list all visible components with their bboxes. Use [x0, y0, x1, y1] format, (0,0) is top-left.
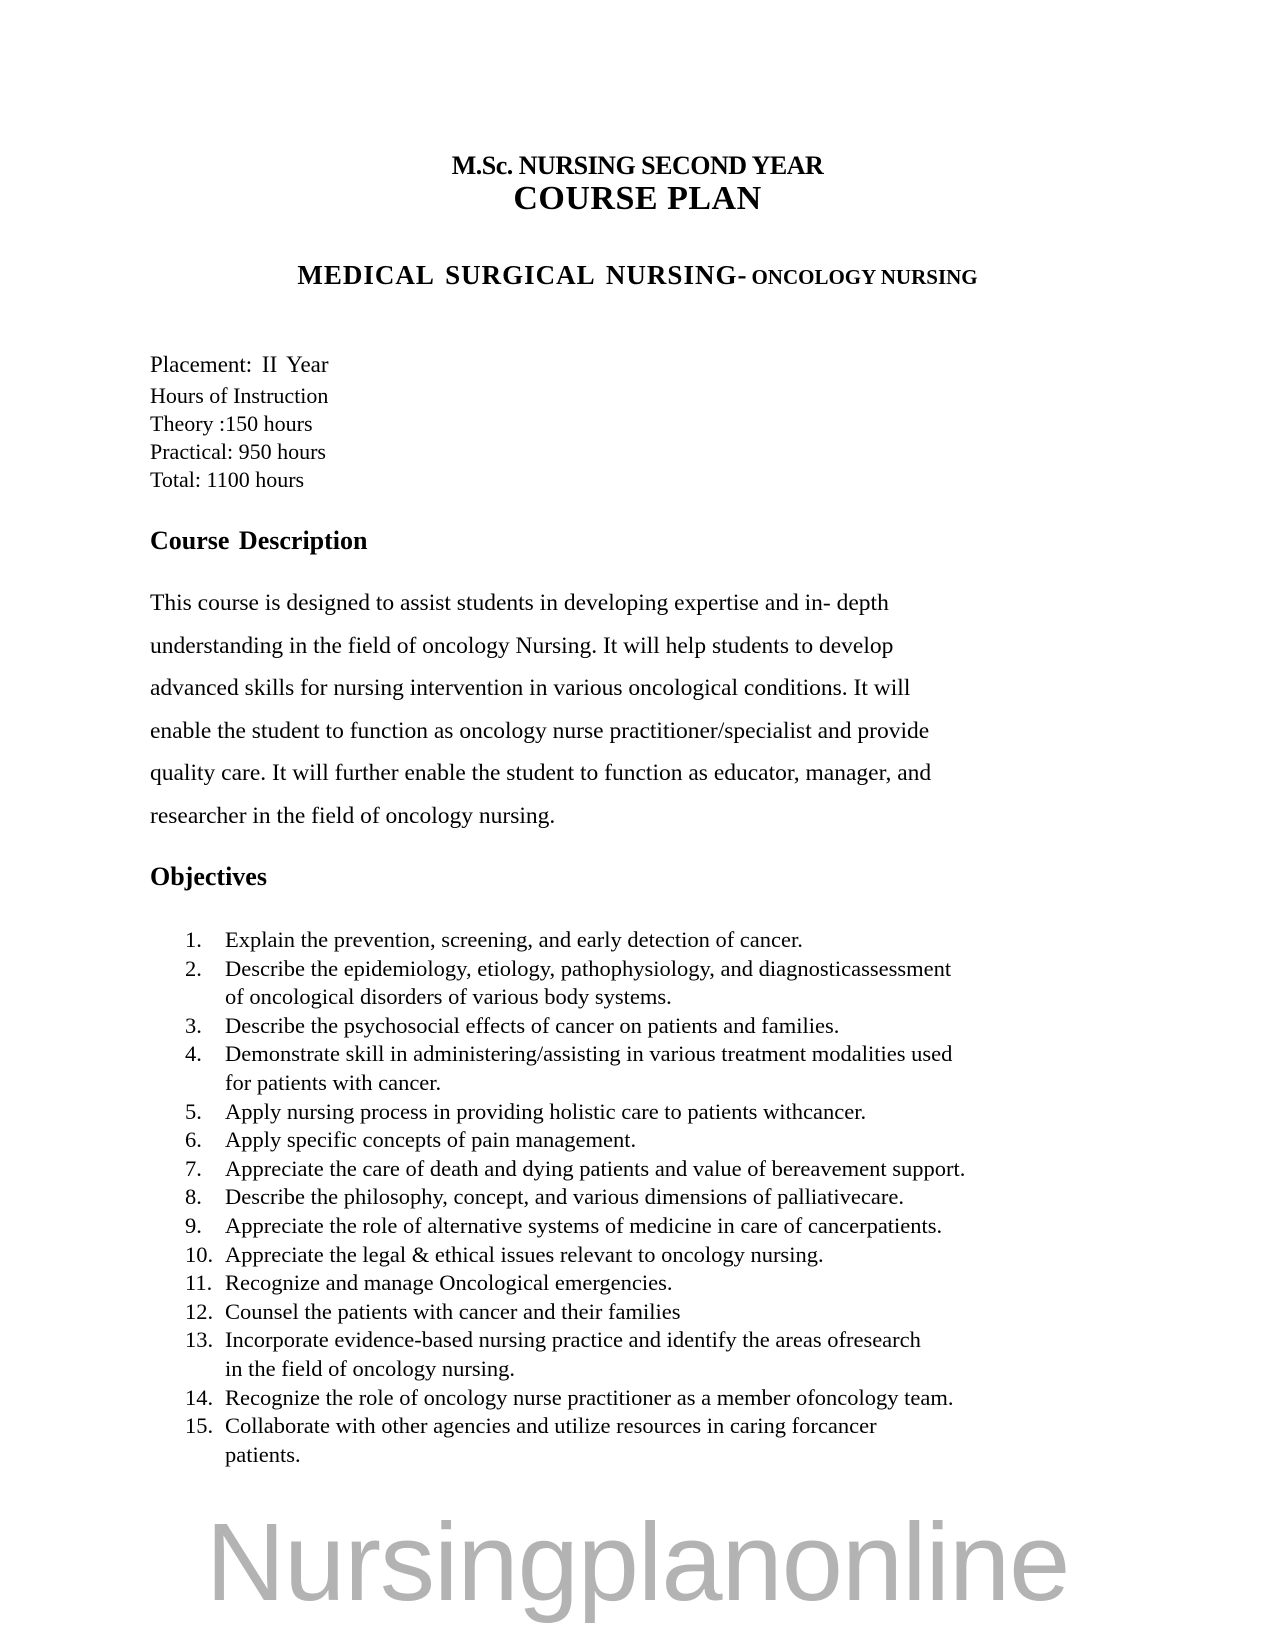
objective-number: 6. [185, 1127, 202, 1153]
description-line: researcher in the field of oncology nursing. [150, 802, 556, 829]
objective-item [150, 1183, 1130, 1212]
description-line: understanding in the field of oncology Nursing. It will help students to develop [150, 632, 894, 659]
objective-item [150, 1269, 1130, 1298]
objective-text: Describe the epidemiology, etiology, pathophysiology, and diagnosticassessment [225, 955, 952, 981]
description-line: quality care. It will further enable the student to function as educator, manager, and [150, 760, 932, 786]
objective-number: 14. [185, 1384, 214, 1410]
practical-hours: Practical: 950 hours [150, 439, 326, 464]
objective-number: 11. [185, 1270, 213, 1296]
description-line: This course is designed to assist students in developing expertise and in- depth [150, 590, 889, 616]
placement-info: Placement: II Year [150, 352, 329, 377]
objective-item [150, 1098, 1130, 1127]
subject-main: MEDICAL SURGICAL NURSING- [297, 260, 748, 290]
objective-text: of oncological disorders of various body systems. [225, 984, 672, 1010]
objective-number: 8. [185, 1184, 202, 1210]
objective-text: Collaborate with other agencies and utilize resources in caring forcancer [225, 1413, 877, 1439]
objective-item [150, 1126, 1130, 1155]
objectives-heading: Objectives [150, 862, 267, 891]
objective-item [150, 1012, 1130, 1041]
objective-text: Recognize and manage Oncological emergencies. [225, 1270, 673, 1296]
objective-item [150, 1412, 1130, 1469]
watermark: Nursingplanonline [205, 1501, 1070, 1624]
objective-text: for patients with cancer. [225, 1069, 442, 1095]
objective-number: 2. [185, 955, 202, 981]
objective-text: Apply specific concepts of pain management. [225, 1127, 637, 1153]
course-plan-title: COURSE PLAN [513, 180, 762, 217]
course-description-heading: Course Description [150, 526, 368, 555]
objective-number: 15. [185, 1413, 214, 1439]
course-description-text [150, 582, 1120, 837]
objective-text: Counsel the patients with cancer and their families [225, 1298, 681, 1324]
theory-hours: Theory :150 hours [150, 411, 313, 436]
objective-number: 13. [185, 1327, 214, 1353]
objective-item [150, 1384, 1130, 1413]
objective-item [150, 1241, 1130, 1270]
hours-of-instruction [150, 382, 328, 494]
objective-text: Incorporate evidence-based nursing practice and identify the areas ofresearch [225, 1327, 921, 1353]
objective-number: 10. [185, 1241, 214, 1267]
objective-text: Appreciate the care of death and dying patients and value of bereavement support. [225, 1155, 966, 1181]
objective-text: Describe the psychosocial effects of cancer on patients and families. [225, 1012, 840, 1038]
objective-item [150, 926, 1130, 955]
objectives-list [150, 926, 1130, 1469]
total-hours: Total: 1100 hours [150, 467, 305, 492]
objective-text: Recognize the role of oncology nurse practitioner as a member ofoncology team. [225, 1384, 954, 1410]
objective-number: 7. [185, 1155, 202, 1181]
objective-number: 1. [185, 927, 202, 952]
objective-item [150, 1040, 1130, 1097]
objective-text: Demonstrate skill in administering/assisting in various treatment modalities used [225, 1041, 953, 1067]
objective-text: patients. [225, 1441, 301, 1467]
objective-item [150, 1298, 1130, 1327]
program-year-heading: M.Sc. NURSING SECOND YEAR [451, 151, 824, 180]
objective-number: 3. [185, 1012, 202, 1038]
hours-heading: Hours of Instruction [150, 383, 329, 408]
description-line: enable the student to function as oncology nurse practitioner/specialist and provide [150, 717, 930, 744]
subject-specialty: ONCOLOGY NURSING [751, 265, 978, 289]
objective-text: Appreciate the legal & ethical issues relevant to oncology nursing. [225, 1241, 824, 1267]
objective-text: Explain the prevention, screening, and early detection of cancer. [225, 927, 803, 952]
objective-item [150, 1155, 1130, 1184]
objective-text: in the field of oncology nursing. [225, 1355, 515, 1381]
objective-text: Appreciate the role of alternative systems of medicine in care of cancerpatients. [225, 1212, 943, 1238]
objective-item [150, 1212, 1130, 1241]
objective-number: 4. [185, 1041, 202, 1067]
objective-number: 9. [185, 1212, 202, 1238]
objective-text: Apply nursing process in providing holistic care to patients withcancer. [225, 1098, 867, 1124]
objective-text: Describe the philosophy, concept, and various dimensions of palliativecare. [225, 1184, 904, 1210]
description-line: advanced skills for nursing intervention in various oncological conditions. It will [150, 675, 911, 701]
objective-item [150, 1326, 1130, 1383]
subject-heading [0, 260, 1275, 291]
objective-number: 12. [185, 1298, 214, 1324]
objective-number: 5. [185, 1098, 202, 1124]
objective-item [150, 955, 1130, 1012]
